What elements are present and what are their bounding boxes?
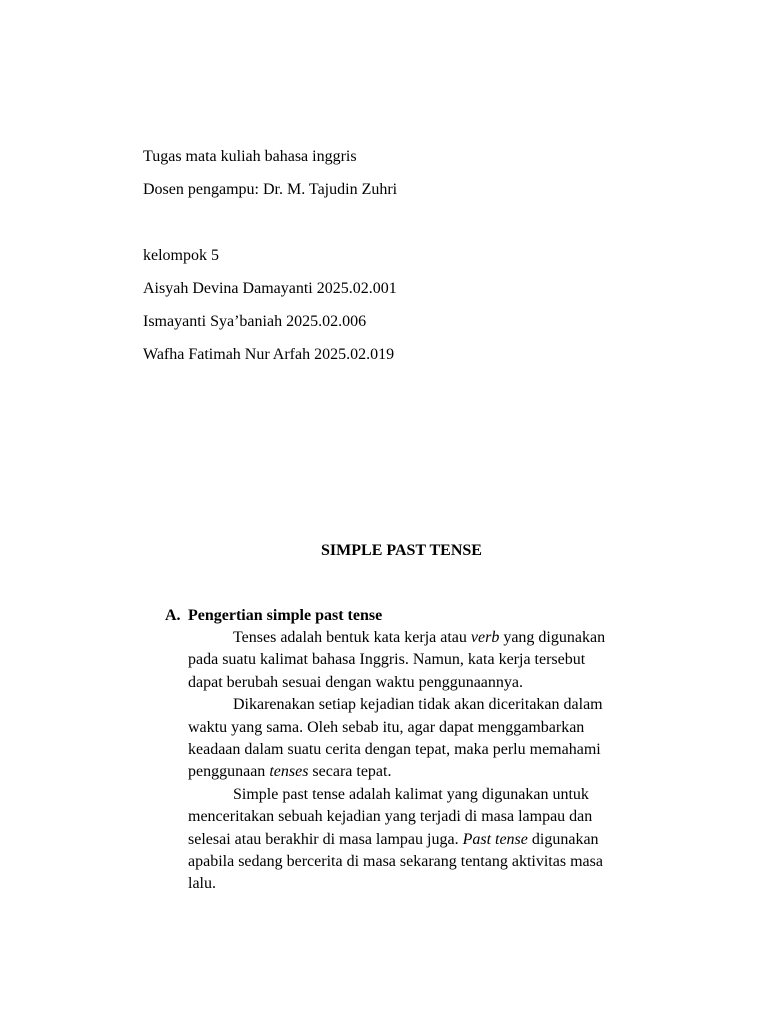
- text-run: secara tepat.: [308, 763, 392, 781]
- paragraph-line: menceritakan sebuah kejadian yang terjadi di masa lampau dan: [188, 808, 593, 826]
- paragraph-line: lalu.: [188, 875, 216, 893]
- paragraph-line: Dikarenakan setiap kejadian tidak akan diceritakan dalam: [233, 696, 603, 714]
- text-run: selesai atau berakhir di masa lampau juga.: [188, 830, 463, 848]
- course-line: Tugas mata kuliah bahasa inggris: [143, 148, 357, 165]
- paragraph-line: [188, 829, 646, 851]
- section-a: [165, 605, 645, 896]
- paragraph-3: [188, 784, 646, 896]
- text-run: Tenses adalah bentuk kata kerja atau: [233, 629, 471, 646]
- italic-term: verb: [470, 629, 500, 646]
- section-heading: [165, 605, 645, 627]
- text-run: yang digunakan: [499, 629, 606, 646]
- text-run: digunakan: [527, 830, 599, 848]
- paragraph-line: [188, 761, 646, 783]
- paragraph-1: [188, 627, 646, 694]
- section-letter: A.: [165, 607, 181, 624]
- member-line: Aisyah Devina Damayanti 2025.02.001: [143, 280, 397, 297]
- paragraph-2: [188, 694, 646, 784]
- paragraph-line: [188, 627, 646, 649]
- paragraph-line: pada suatu kalimat bahasa Inggris. Namun, kata kerja tersebut: [188, 651, 586, 669]
- group-line: kelompok 5: [143, 247, 219, 264]
- cover-header: [143, 146, 703, 377]
- paragraph-line: Simple past tense adalah kalimat yang digunakan untuk: [233, 785, 589, 803]
- section-body: [188, 627, 646, 896]
- paragraph-line: apabila sedang bercerita di masa sekarang tentang aktivitas masa: [188, 853, 603, 871]
- paragraph-line: waktu yang sama. Oleh sebab itu, agar dapat menggambarkan: [188, 718, 585, 736]
- italic-term: tenses: [269, 763, 309, 781]
- section-heading-text: Pengertian simple past tense: [188, 607, 383, 624]
- lecturer-line: Dosen pengampu: Dr. M. Tajudin Zuhri: [143, 181, 398, 198]
- italic-term: Past tense: [462, 830, 528, 848]
- paragraph-line: dapat berubah sesuai dengan waktu penggunaannya.: [188, 673, 523, 691]
- text-run: penggunaan: [188, 763, 270, 781]
- paragraph-line: keadaan dalam suatu cerita dengan tepat, maka perlu memahami: [188, 741, 601, 759]
- member-line: Ismayanti Sya’baniah 2025.02.006: [143, 313, 367, 330]
- member-line: Wafha Fatimah Nur Arfah 2025.02.019: [143, 346, 395, 363]
- document-title: SIMPLE PAST TENSE: [321, 542, 482, 559]
